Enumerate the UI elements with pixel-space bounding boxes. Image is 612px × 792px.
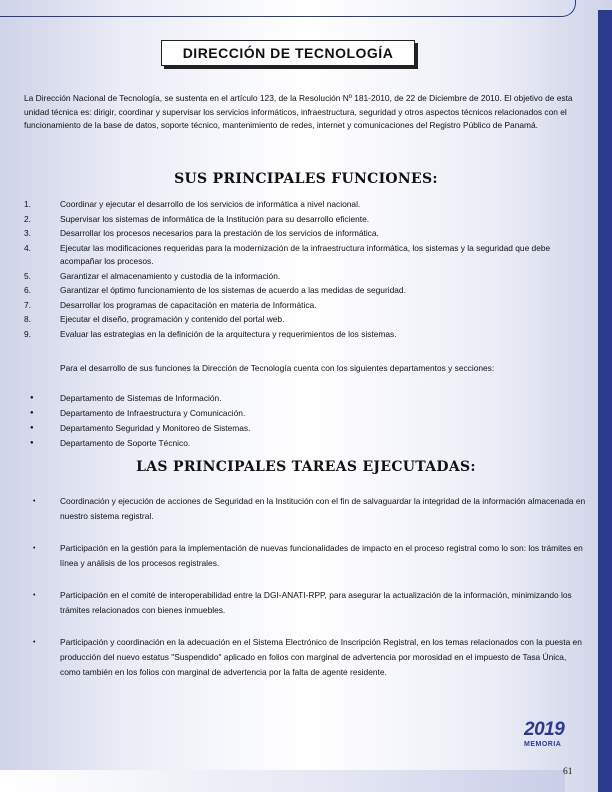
list-item	[24, 541, 589, 571]
list-item	[24, 436, 250, 451]
bullet-icon: ●	[30, 395, 34, 401]
item-number: 6.	[24, 285, 31, 295]
functions-list	[24, 197, 584, 341]
list-item	[24, 406, 250, 421]
bullet-icon: ●	[30, 425, 34, 431]
item-number: 3.	[24, 228, 31, 238]
item-text: Garantizar el óptimo funcionamiento de los sistemas de acuerdo a las medidas de seguridad.	[60, 285, 406, 295]
item-text: Coordinar y ejecutar el desarrollo de los servicios de informática a nivel nacional.	[60, 199, 361, 209]
title-box	[161, 40, 415, 66]
list-item	[24, 421, 250, 436]
intro-paragraph: La Dirección Nacional de Tecnología, se sustenta en el artículo 123, de la Resolución Nº 181-2010, de 22 de Diciembre de 2010. El objetivo de esta unidad técnica es: dirigir, coordinar y supervisar los servicios informáticos, infraestructura, seguridad y otros aspectos técnicos relacionados con el funcionamiento de la base de datos, soporte técnico, mantenimiento de redes, internet y comunicaciones del Registro Público de Panamá.	[24, 93, 573, 130]
tasks-list	[24, 494, 589, 697]
bullet-icon: ●	[30, 440, 34, 446]
list-item	[24, 391, 250, 406]
item-text: Ejecutar el diseño, programación y contenido del portal web.	[60, 314, 285, 324]
bullet-icon: ●	[30, 410, 34, 416]
bullet-icon: •	[33, 545, 36, 552]
item-text: Participación en el comité de interoperabilidad entre la DGI-ANATI-RPP, para asegurar la actualización de la información, minimizando los trámites relacionados con bienes inmuebles.	[60, 590, 572, 615]
item-text: Departamento de Infraestructura y Comunicación.	[60, 408, 246, 418]
item-number: 8.	[24, 314, 31, 324]
bullet-icon: •	[33, 639, 36, 646]
list-item	[24, 298, 584, 313]
list-item	[24, 283, 584, 298]
list-item	[24, 494, 589, 524]
item-text: Participación en la gestión para la implementación de nuevas funcionalidades de impacto en el proceso registral como lo son: los trámites en línea y análisis de los procesos registrales.	[60, 543, 583, 568]
tasks-heading: LAS PRINCIPALES TAREAS EJECUTADAS:	[136, 459, 476, 475]
departments-list	[24, 391, 250, 451]
list-item	[24, 635, 589, 680]
functions-heading: SUS PRINCIPALES FUNCIONES:	[174, 171, 438, 187]
list-item	[24, 312, 584, 327]
item-text: Departamento de Sistemas de Información.	[60, 393, 222, 403]
top-frame-line	[0, 0, 576, 17]
item-number: 4.	[24, 242, 31, 253]
right-frame-bar	[598, 10, 612, 792]
departments-intro: Para el desarrollo de sus funciones la Dirección de Tecnología cuenta con los siguientes departamentos y secciones:	[60, 363, 495, 373]
bullet-icon: •	[33, 592, 36, 599]
item-text: Desarrollar los programas de capacitación en materia de Informática.	[60, 299, 317, 310]
list-item	[24, 588, 589, 618]
page-title: DIRECCIÓN DE TECNOLOGÍA	[182, 45, 394, 61]
item-text: Coordinación y ejecución de acciones de Seguridad en la Institución con el fin de salvaguardar la integridad de la información almacenada en nuestro sistema registral.	[60, 496, 586, 521]
page-number: 61	[563, 767, 573, 777]
list-item	[24, 269, 584, 284]
item-number: 9.	[24, 328, 31, 339]
item-number: 5.	[24, 270, 31, 281]
item-number: 2.	[24, 213, 31, 224]
list-item	[24, 197, 584, 212]
item-text: Evaluar las estrategias en la definición de la arquitectura y requerimientos de los sistemas.	[60, 328, 397, 339]
item-text: Ejecutar las modificaciones requeridas para la modernización de la infraestructura informática, los sistemas y la seguridad que debe acompañar los procesos.	[60, 242, 551, 266]
list-item	[24, 242, 584, 268]
item-text: Desarrollar los procesos necesarios para la prestación de los servicios de informática.	[60, 228, 379, 238]
item-text: Garantizar el almacenamiento y custodia de la información.	[60, 270, 281, 281]
bottom-frame-band	[0, 770, 565, 792]
item-text: Departamento Seguridad y Monitoreo de Sistemas.	[60, 423, 251, 433]
list-item	[24, 327, 584, 342]
bullet-icon: •	[33, 498, 36, 505]
item-text: Departamento de Soporte Técnico.	[60, 438, 191, 448]
memoria-logo	[524, 720, 572, 752]
item-text: Participación y coordinación en la adecuación en el Sistema Electrónico de Inscripción Registral, en los temas relacionados con la puesta en producción del nuevo estatus "Suspendido" aplicado en folios con marginal de advertencia por morosidad en el impuesto de Tasa Única, como también en los folios con marginal de advertencia por la falta de agente residente.	[60, 637, 582, 677]
item-number: 1.	[24, 199, 31, 209]
list-item	[24, 226, 584, 241]
list-item	[24, 212, 584, 227]
logo-label: MEMORIA	[524, 741, 562, 748]
item-text: Supervisar los sistemas de informática de la Institución para su desarrollo eficiente.	[60, 213, 370, 224]
item-number: 7.	[24, 299, 31, 310]
logo-year: 2019	[524, 719, 565, 740]
